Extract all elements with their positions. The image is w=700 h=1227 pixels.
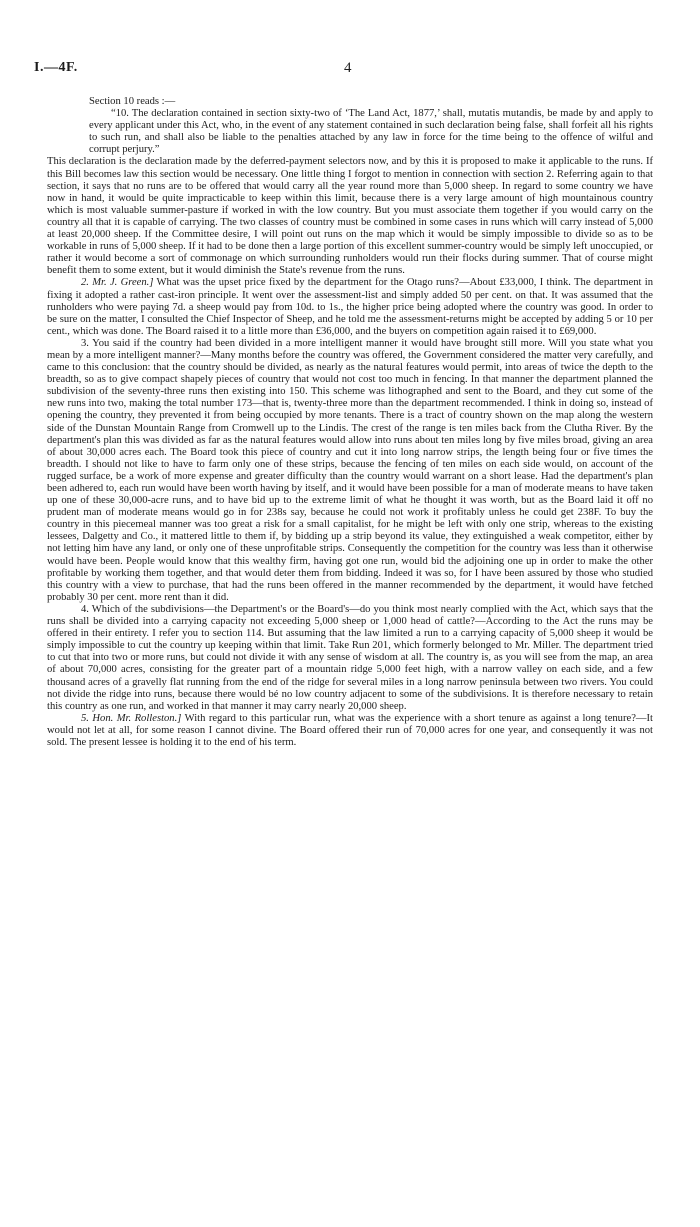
- question-5-label: 5. Hon. Mr. Rolleston.]: [81, 712, 182, 724]
- body-text: [47, 96, 653, 749]
- page-id: I.—4F.: [34, 60, 78, 75]
- quoted-section: [89, 108, 653, 156]
- question-3: [47, 338, 653, 604]
- quoted-section-text: “10. The declaration contained in section sixty-two of ‘The Land Act, 1877,’ shall, mutatis mutandis, be made by and apply to every applicant under this Act, who, in the event of any statement contained in such declaration being false, shall forfeit all his rights to such run, and shall also be liable to the penalties attached by any law in force for the time being to the offence of wilful and corrupt perjury.”: [89, 108, 653, 156]
- page-number: 4: [344, 60, 352, 76]
- question-5: [47, 713, 653, 749]
- question-2: [47, 277, 653, 337]
- question-4: [47, 604, 653, 713]
- question-3-text: You said if the country had been divided in a more intelligent manner it would have brought still more. Will you state what you mean by a more intelligent manner?—Many months before the country was offered, the Government considered the matter very carefully, and came to this conclusion: that the country should be divided, as nearly as the natural features would permit, into areas of twice the depth to the breadth, so as to give compact shapely pieces of country that would not cost too much in fencing. In that manner the department planned the subdivision of the seventy-three runs then existing into 150. This scheme was lithographed and sent to the Board, and they cut some of the new runs into two, making the total number 173—that is, twenty-three more than the department recommended. I think in doing so, instead of opening the country, they prevented it from being occupied by more tenants. There is a tract of country shown on the map along the western side of the Dunstan Mountain Range from Cromwell up to the Lindis. The crest of the range is ten miles back from the Clutha River. By the department's plan this was divided as far as the natural features would allow into runs about ten miles long by five miles broad, giving an area of about 30,000 acres each. The Board took this piece of country and cut it into long narrow strips, the length being four or five times the breadth. I should not like to have to farm only one of these strips, because the fencing of ten miles on each side would, on account of the rugged surface, be a work of more expense and greater difficulty than the country would warrant on a short lease. Had the department's plan been adhered to, each run would have been worth having by itself, and it would have been possible for a man of moderate means to have taken up one of these 30,000-acre runs, and to have bid up to the extreme limit of what he thought it was worth, but as the Board laid it off no prudent man of moderate means would go in for 238s say, because he could not work it profitably unless he could get 238F. To buy the country in this piecemeal manner was too great a risk for a small capitalist, for he might be left with only one strip, whereas to the existing lessees, Dalgetty and Co., it mattered little to them if, by bidding up a strip beyond its value, they extinguished a weak competitor, either by not letting him have any land, or only one of these unprofitable strips. Consequently the competition for the country was less than it otherwise would have been. People would know that this wealthy firm, having got one run, would bid the adjoining one up in order to make the other profitable by working them together, and that would deter them from bidding. Indeed it was so, for I have been assured by those who studied this country with a view to purchase, that had the runs been offered in the manner recommended by the department, it would have fetched probably 30 per cent. more rent than it did.: [47, 337, 653, 603]
- page-header: [0, 60, 700, 80]
- paragraph-declaration-text: This declaration is the declaration made by the deferred-payment selectors now, and by this it is proposed to make it applicable to the runs. If this Bill becomes law this section would be necessary. One little thing I forgot to mention in connection with section 2. Referring again to that section, it says that no runs are to be offered that would carry all the year round more than 5,000 sheep. In regard to some country we have now in hand, it would be quite impracticable to keep within this limit, because there is a very large amount of high mountainous country which is most valuable summer-pasture if worked in with the low country. But you must associate them together if you would carry on the country all that it is capable of carrying. The two classes of country must be combined in some cases in runs which will carry instead of 5,000 at least 20,000 sheep. If the Committee desire, I will point out runs on the map which it would be simply impossible to divide so as to be workable in runs of 5,000 sheep. If it had to be done then a large portion of this excellent summer-country would be simply left unoccupied, or rather it would become a sort of commonage on which surrounding runholders would run their flocks during summer. That of course might benefit them to some extent, but it would diminish the State's revenue from the runs.: [47, 156, 653, 277]
- question-4-text: Which of the subdivisions—the Department's or the Board's—do you think most nearly complied with the Act, which says that the runs shall be divided into a carrying capacity not exceeding 5,000 sheep or 1,000 head of cattle?—According to the Act the runs may be offered in their entirety. I refer you to section 114. But assuming that the law limited a run to a carrying capacity of 5,000 sheep it would be simply impossible to cut the country up keeping within that limit. Take Run 201, which formerly belonged to Mr. Miller. The department tried to cut that into two or more runs, but could not divide it with any sense of wisdom at all. The country is, as you will see from the map, an area of about 70,000 acres, consisting for the greater part of a mountain ridge 5,000 feet high, with a narrow valley on each side, and a few thousand acres of a gravelly flat running from the end of the ridge for several miles in a long narrow peninsula between two rivers. You could not divide the ridge into runs, because there would bé no low country adjacent to some of the subdivisions. It is therefore necessary to retain this country as one run, and worked in that manner it may carry nearly 20,000 sheep.: [47, 603, 653, 712]
- question-4-label: 4.: [81, 603, 89, 615]
- question-3-label: 3.: [81, 337, 89, 349]
- paragraph-declaration: [47, 156, 653, 277]
- quote-intro: [89, 96, 653, 108]
- question-2-text: What was the upset price fixed by the department for the Otago runs?—About £33,000, I think. The department in fixing it adopted a rather cast-iron principle. It went over the assessment-list and simply added 50 per cent. on that. It was assumed that the runholders who were paying 7d. a sheep would pay from 10d. to 1s., the higher price being adopted where the country was good. In order to be sure on the matter, I consulted the Chief Inspector of Sheep, and he told me the assessment-returns might be accepted by adding 5 or 10 per cent., which was done. The Board raised it to a little more than £36,000, and the buyers on competition again raised it to £69,000.: [47, 277, 653, 337]
- quote-intro-text: Section 10 reads :—: [89, 96, 176, 107]
- question-5-text: With regard to this particular run, what was the experience with a short tenure as against a long tenure?—It would not let at all, for some reason I cannot divine. The Board offered their run of 70,000 acres for one year, and consequently it was not sold. The present lessee is holding it to the end of his term.: [47, 712, 653, 748]
- question-2-label: 2. Mr. J. Green.]: [81, 277, 154, 289]
